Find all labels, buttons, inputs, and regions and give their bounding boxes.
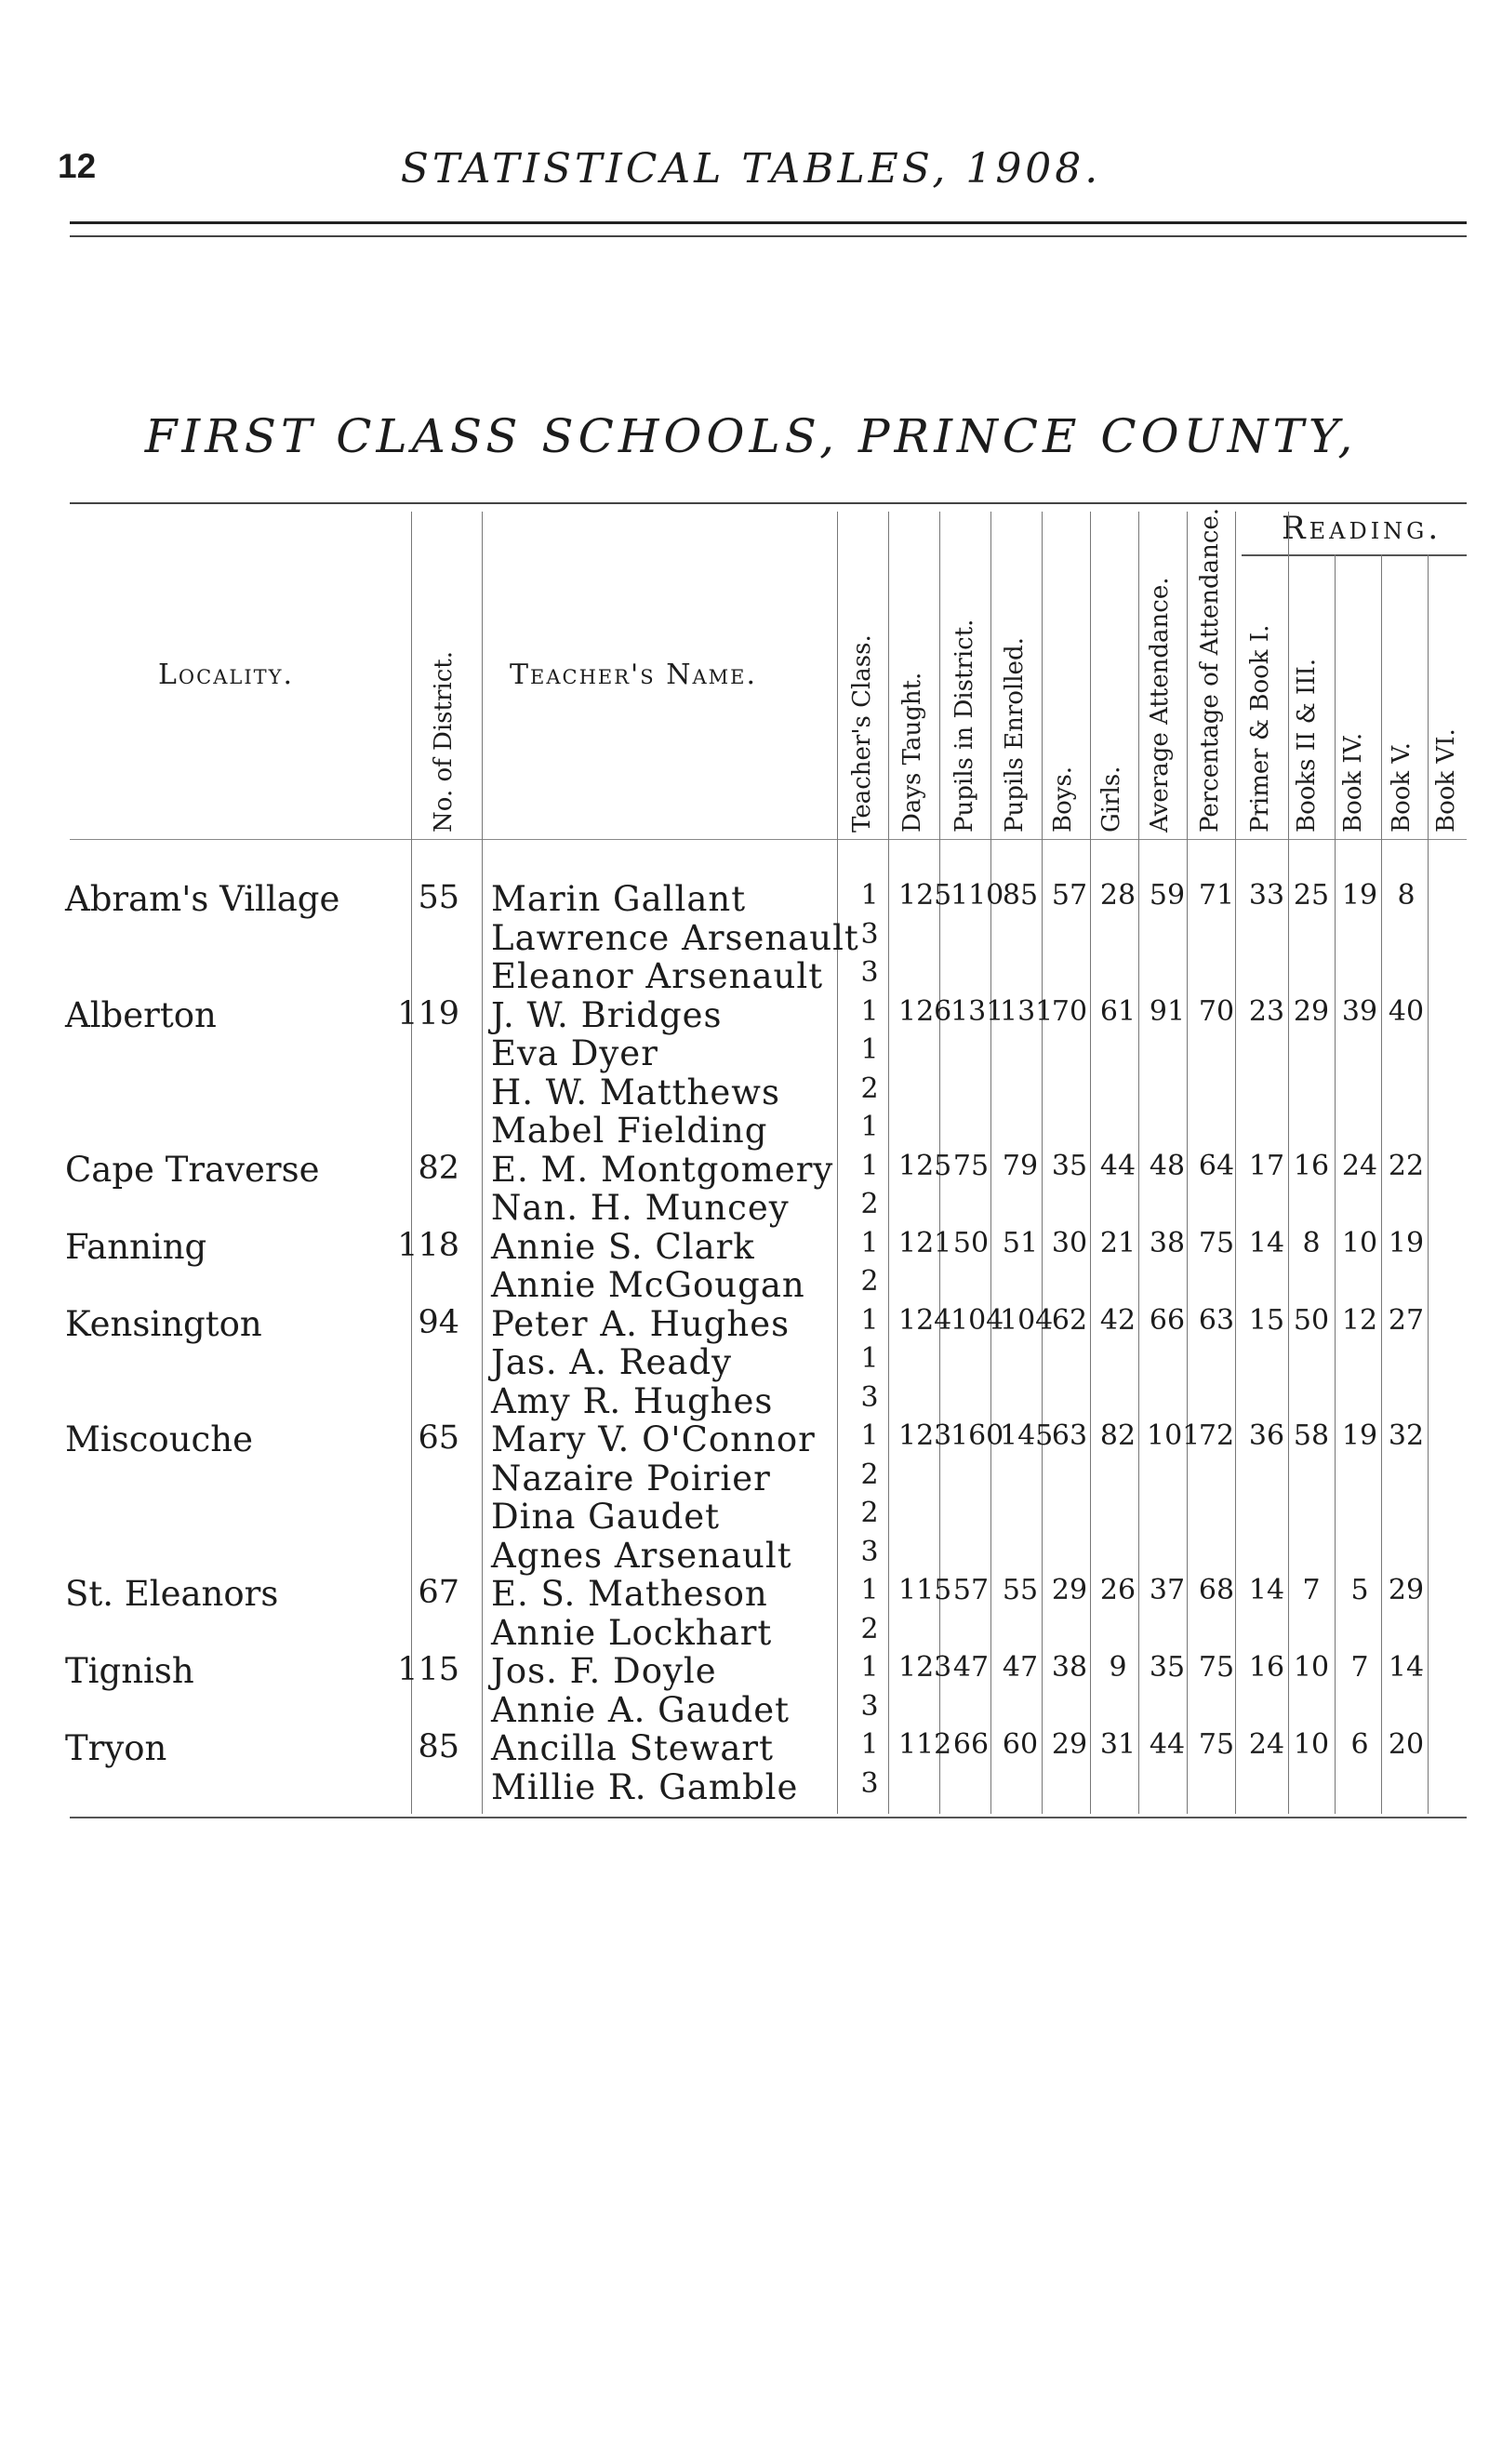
class-cell: 1 xyxy=(860,1304,879,1337)
header-percentage: Percentage of Attendance. xyxy=(1196,507,1224,832)
teacher-name-cell: Annie S. Clark xyxy=(491,1227,755,1267)
b23-cell: 25 xyxy=(1293,879,1330,912)
pe-cell: 131 xyxy=(1000,995,1054,1028)
pd-cell: 57 xyxy=(952,1574,990,1606)
locality-cell: St. Eleanors xyxy=(65,1574,279,1614)
district-cell: 65 xyxy=(418,1419,459,1457)
teacher-name-cell: H. W. Matthews xyxy=(491,1072,780,1112)
teacher-name-cell: Annie Lockhart xyxy=(491,1613,773,1653)
teacher-name-cell: Nazaire Poirier xyxy=(491,1458,771,1498)
locality-cell: Tignish xyxy=(65,1651,194,1691)
pct-cell: 68 xyxy=(1198,1574,1235,1606)
b1-cell: 14 xyxy=(1248,1227,1285,1259)
header-girls: Girls. xyxy=(1097,766,1125,832)
header-locality: Locality. xyxy=(158,659,295,691)
pd-cell: 131 xyxy=(950,995,1004,1028)
pd-cell: 47 xyxy=(952,1651,990,1684)
b5-cell: 32 xyxy=(1388,1419,1425,1452)
boys-cell: 35 xyxy=(1051,1150,1088,1182)
b23-cell: 50 xyxy=(1293,1304,1330,1337)
pct-cell: 72 xyxy=(1198,1419,1235,1452)
header-district: No. of District. xyxy=(430,651,458,832)
district-cell: 118 xyxy=(397,1227,459,1264)
b5-cell: 40 xyxy=(1388,995,1425,1028)
teacher-name-cell: E. S. Matheson xyxy=(491,1574,768,1614)
header-rule xyxy=(70,502,1467,504)
b4-cell: 39 xyxy=(1341,995,1378,1028)
locality-cell: Fanning xyxy=(65,1227,207,1267)
pe-cell: 145 xyxy=(1000,1419,1054,1452)
b4-cell: 6 xyxy=(1350,1728,1369,1761)
header-reading: Reading. xyxy=(1282,510,1442,547)
table-title: FIRST CLASS SCHOOLS, PRINCE COUNTY, xyxy=(144,409,1358,463)
b1-cell: 24 xyxy=(1248,1728,1285,1761)
class-cell: 1 xyxy=(860,1574,879,1606)
boys-cell: 29 xyxy=(1051,1574,1088,1606)
district-cell: 82 xyxy=(418,1150,459,1187)
b23-cell: 7 xyxy=(1302,1574,1321,1606)
column-divider xyxy=(1381,554,1382,1814)
class-cell: 3 xyxy=(860,956,879,989)
b1-cell: 14 xyxy=(1248,1574,1285,1606)
locality-cell: Alberton xyxy=(65,995,217,1035)
class-cell: 1 xyxy=(860,1033,879,1066)
district-cell: 67 xyxy=(418,1574,459,1611)
pct-cell: 75 xyxy=(1198,1227,1235,1259)
girls-cell: 44 xyxy=(1099,1150,1136,1182)
boys-cell: 29 xyxy=(1051,1728,1088,1761)
teacher-name-cell: Marin Gallant xyxy=(491,879,747,919)
header-class: Teacher's Class. xyxy=(848,634,876,832)
teacher-name-cell: Jos. F. Doyle xyxy=(491,1651,717,1691)
teacher-name-cell: Peter A. Hughes xyxy=(491,1304,791,1344)
pd-cell: 110 xyxy=(950,879,1004,912)
days-cell: 126 xyxy=(898,995,952,1028)
header-base-rule xyxy=(70,839,1467,840)
days-cell: 123 xyxy=(898,1419,952,1452)
locality-cell: Kensington xyxy=(65,1304,262,1344)
days-cell: 115 xyxy=(898,1574,952,1606)
avg-cell: 59 xyxy=(1149,879,1186,912)
b23-cell: 8 xyxy=(1302,1227,1321,1259)
header-pupils-district: Pupils in District. xyxy=(950,619,978,832)
teacher-name-cell: E. M. Montgomery xyxy=(491,1150,834,1190)
header-book5: Book V. xyxy=(1388,742,1416,832)
b5-cell: 19 xyxy=(1388,1227,1425,1259)
class-cell: 2 xyxy=(860,1188,879,1220)
avg-cell: 35 xyxy=(1149,1651,1186,1684)
girls-cell: 9 xyxy=(1109,1651,1127,1684)
b5-cell: 29 xyxy=(1388,1574,1425,1606)
pd-cell: 160 xyxy=(950,1419,1004,1452)
running-head: STATISTICAL TABLES, 1908. xyxy=(400,145,1102,193)
days-cell: 112 xyxy=(898,1728,952,1761)
class-cell: 1 xyxy=(860,1651,879,1684)
boys-cell: 62 xyxy=(1051,1304,1088,1337)
pct-cell: 64 xyxy=(1198,1150,1235,1182)
teacher-name-cell: Lawrence Arsenault xyxy=(491,918,859,958)
b5-cell: 20 xyxy=(1388,1728,1425,1761)
class-cell: 2 xyxy=(860,1458,879,1491)
b1-cell: 17 xyxy=(1248,1150,1285,1182)
pct-cell: 71 xyxy=(1198,879,1235,912)
b1-cell: 36 xyxy=(1248,1419,1285,1452)
pe-cell: 104 xyxy=(1000,1304,1054,1337)
b4-cell: 5 xyxy=(1350,1574,1369,1606)
district-cell: 119 xyxy=(397,995,459,1032)
b1-cell: 15 xyxy=(1248,1304,1285,1337)
girls-cell: 21 xyxy=(1099,1227,1136,1259)
column-divider xyxy=(1335,554,1336,1814)
pct-cell: 75 xyxy=(1198,1651,1235,1684)
boys-cell: 38 xyxy=(1051,1651,1088,1684)
teacher-name-cell: Nan. H. Muncey xyxy=(491,1188,790,1228)
class-cell: 1 xyxy=(860,1728,879,1761)
header-book4: Book IV. xyxy=(1339,732,1367,832)
class-cell: 3 xyxy=(860,1767,879,1800)
class-cell: 1 xyxy=(860,1342,879,1375)
pe-cell: 47 xyxy=(1002,1651,1039,1684)
b1-cell: 23 xyxy=(1248,995,1285,1028)
b23-cell: 10 xyxy=(1293,1651,1330,1684)
teacher-name-cell: Mary V. O'Connor xyxy=(491,1419,816,1459)
girls-cell: 42 xyxy=(1099,1304,1136,1337)
pe-cell: 55 xyxy=(1002,1574,1039,1606)
teacher-name-cell: J. W. Bridges xyxy=(491,995,723,1035)
girls-cell: 31 xyxy=(1099,1728,1136,1761)
avg-cell: 91 xyxy=(1149,995,1186,1028)
avg-cell: 66 xyxy=(1149,1304,1186,1337)
teacher-name-cell: Dina Gaudet xyxy=(491,1497,721,1537)
header-boys: Boys. xyxy=(1049,766,1077,832)
days-cell: 123 xyxy=(898,1651,952,1684)
girls-cell: 28 xyxy=(1099,879,1136,912)
b23-cell: 29 xyxy=(1293,995,1330,1028)
b4-cell: 19 xyxy=(1341,1419,1378,1452)
class-cell: 3 xyxy=(860,1536,879,1568)
class-cell: 1 xyxy=(860,995,879,1028)
pd-cell: 66 xyxy=(952,1728,990,1761)
teacher-name-cell: Annie McGougan xyxy=(491,1265,805,1305)
header-primer: Primer & Book I. xyxy=(1246,624,1274,832)
column-divider xyxy=(1090,512,1091,1814)
class-cell: 3 xyxy=(860,1381,879,1414)
b4-cell: 19 xyxy=(1341,879,1378,912)
district-cell: 55 xyxy=(418,879,459,916)
avg-cell: 48 xyxy=(1149,1150,1186,1182)
class-cell: 1 xyxy=(860,1227,879,1259)
class-cell: 1 xyxy=(860,1150,879,1182)
teacher-name-cell: Ancilla Stewart xyxy=(491,1728,774,1768)
locality-cell: Abram's Village xyxy=(65,879,340,919)
pct-cell: 63 xyxy=(1198,1304,1235,1337)
class-cell: 1 xyxy=(860,1419,879,1452)
pct-cell: 70 xyxy=(1198,995,1235,1028)
top-rule-thick xyxy=(70,221,1467,224)
header-book6: Book VI. xyxy=(1432,728,1460,832)
pe-cell: 51 xyxy=(1002,1227,1039,1259)
class-cell: 2 xyxy=(860,1613,879,1645)
pe-cell: 60 xyxy=(1002,1728,1039,1761)
class-cell: 3 xyxy=(860,918,879,951)
pe-cell: 85 xyxy=(1002,879,1039,912)
column-divider xyxy=(1428,554,1429,1814)
column-divider xyxy=(837,512,838,1814)
b4-cell: 7 xyxy=(1350,1651,1369,1684)
district-cell: 94 xyxy=(418,1304,459,1341)
b23-cell: 16 xyxy=(1293,1150,1330,1182)
pd-cell: 75 xyxy=(952,1150,990,1182)
b4-cell: 12 xyxy=(1341,1304,1378,1337)
girls-cell: 61 xyxy=(1099,995,1136,1028)
pct-cell: 75 xyxy=(1198,1728,1235,1761)
bottom-rule xyxy=(70,1817,1467,1818)
pd-cell: 104 xyxy=(950,1304,1004,1337)
teacher-name-cell: Eleanor Arsenault xyxy=(491,956,824,996)
teacher-name-cell: Jas. A. Ready xyxy=(491,1342,733,1382)
teacher-name-cell: Agnes Arsenault xyxy=(491,1536,792,1576)
pd-cell: 50 xyxy=(952,1227,990,1259)
class-cell: 2 xyxy=(860,1265,879,1298)
class-cell: 2 xyxy=(860,1497,879,1529)
teacher-name-cell: Annie A. Gaudet xyxy=(491,1690,791,1730)
avg-cell: 37 xyxy=(1149,1574,1186,1606)
avg-cell: 38 xyxy=(1149,1227,1186,1259)
b4-cell: 10 xyxy=(1341,1227,1378,1259)
column-divider xyxy=(482,512,483,1814)
locality-cell: Miscouche xyxy=(65,1419,253,1459)
b1-cell: 33 xyxy=(1248,879,1285,912)
header-days: Days Taught. xyxy=(898,672,926,832)
days-cell: 124 xyxy=(898,1304,952,1337)
b1-cell: 16 xyxy=(1248,1651,1285,1684)
teacher-name-cell: Millie R. Gamble xyxy=(491,1767,799,1807)
district-cell: 85 xyxy=(418,1728,459,1765)
b5-cell: 14 xyxy=(1388,1651,1425,1684)
reading-rule xyxy=(1242,554,1467,556)
class-cell: 3 xyxy=(860,1690,879,1723)
b5-cell: 8 xyxy=(1397,879,1416,912)
girls-cell: 82 xyxy=(1099,1419,1136,1452)
b5-cell: 22 xyxy=(1388,1150,1425,1182)
class-cell: 2 xyxy=(860,1072,879,1105)
column-divider xyxy=(1138,512,1139,1814)
class-cell: 1 xyxy=(860,1111,879,1143)
teacher-name-cell: Amy R. Hughes xyxy=(491,1381,774,1421)
girls-cell: 26 xyxy=(1099,1574,1136,1606)
avg-cell: 44 xyxy=(1149,1728,1186,1761)
boys-cell: 57 xyxy=(1051,879,1088,912)
class-cell: 1 xyxy=(860,879,879,912)
page-number: 12 xyxy=(58,147,97,185)
pe-cell: 79 xyxy=(1002,1150,1039,1182)
boys-cell: 70 xyxy=(1051,995,1088,1028)
header-books23: Books II & III. xyxy=(1293,658,1321,832)
days-cell: 125 xyxy=(898,1150,952,1182)
teacher-name-cell: Mabel Fielding xyxy=(491,1111,768,1151)
avg-cell: 101 xyxy=(1147,1419,1201,1452)
locality-cell: Tryon xyxy=(65,1728,167,1768)
column-divider xyxy=(1288,512,1289,1814)
district-cell: 115 xyxy=(397,1651,459,1688)
locality-cell: Cape Traverse xyxy=(65,1150,320,1190)
days-cell: 121 xyxy=(898,1227,952,1259)
boys-cell: 63 xyxy=(1051,1419,1088,1452)
days-cell: 125 xyxy=(898,879,952,912)
b23-cell: 58 xyxy=(1293,1419,1330,1452)
column-divider xyxy=(1042,512,1043,1814)
b23-cell: 10 xyxy=(1293,1728,1330,1761)
boys-cell: 30 xyxy=(1051,1227,1088,1259)
header-average: Average Attendance. xyxy=(1146,577,1174,832)
header-pupils-enrolled: Pupils Enrolled. xyxy=(1001,637,1029,832)
top-rule-thin xyxy=(70,235,1467,237)
b4-cell: 24 xyxy=(1341,1150,1378,1182)
header-teacher: Teacher's Name. xyxy=(510,659,757,691)
teacher-name-cell: Eva Dyer xyxy=(491,1033,658,1073)
b5-cell: 27 xyxy=(1388,1304,1425,1337)
